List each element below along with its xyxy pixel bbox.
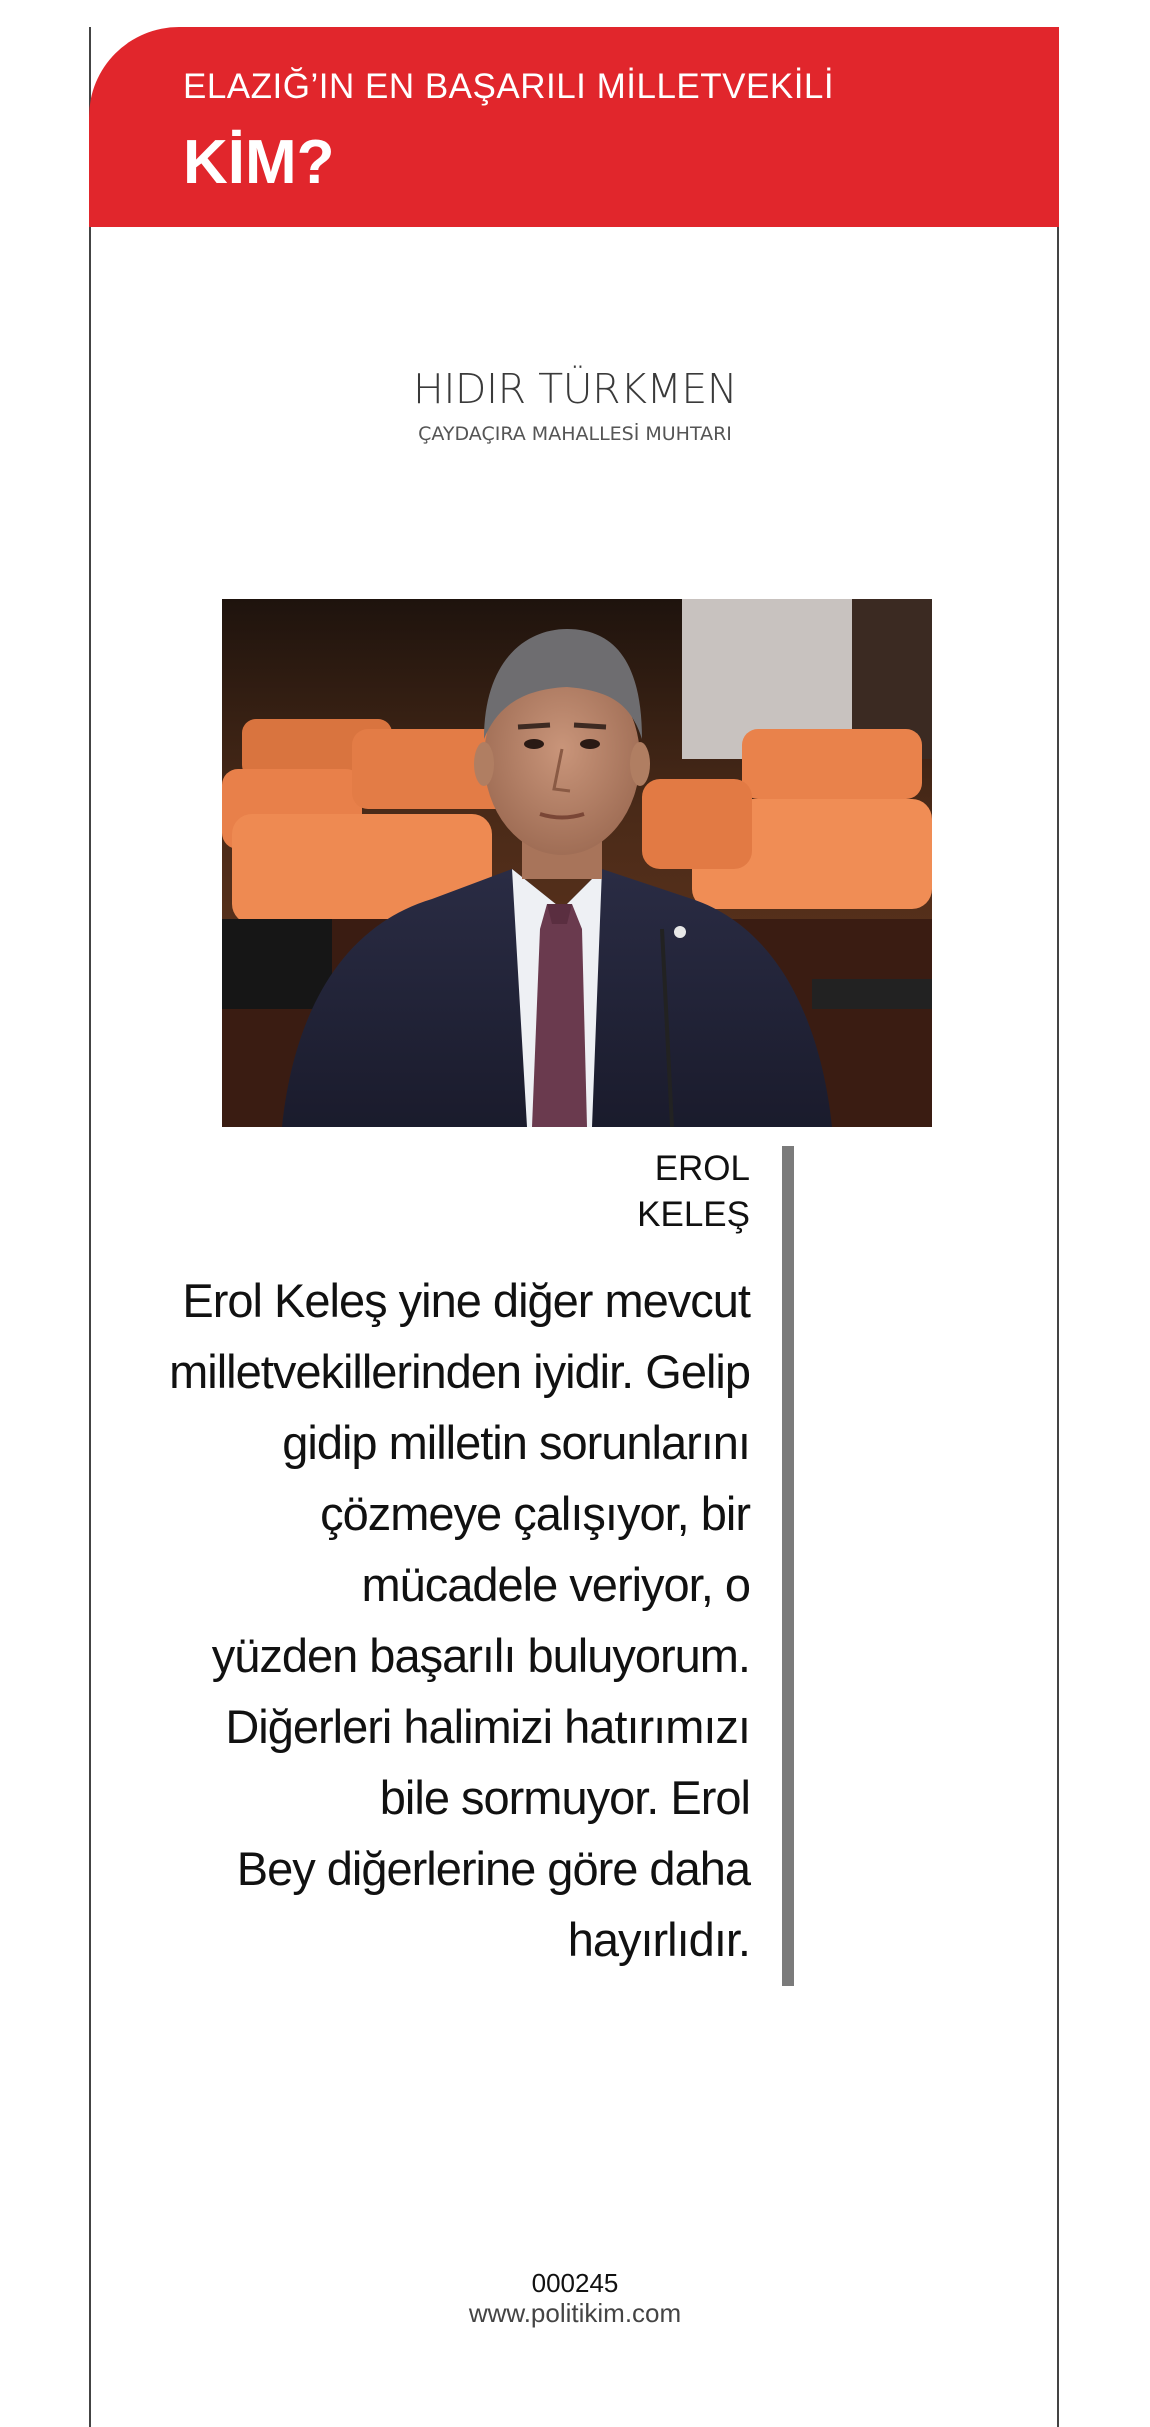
author-title: ÇAYDAÇIRA MAHALLESİ MUHTARI xyxy=(418,423,732,445)
quote-line: milletvekillerinden iyidir. Gelip xyxy=(169,1345,750,1398)
header-question: KİM? xyxy=(183,128,335,197)
footer-url[interactable]: www.politikim.com xyxy=(468,2298,682,2328)
quote-line: yüzden başarılı buluyorum. xyxy=(211,1629,750,1682)
header-title: ELAZIĞ’IN EN BAŞARILI MİLLETVEKİLİ xyxy=(183,67,835,106)
quote-line: Erol Keleş yine diğer mevcut xyxy=(182,1274,750,1327)
quote-line: Diğerleri halimizi hatırımızı xyxy=(225,1700,750,1753)
quote-line: mücadele veriyor, o xyxy=(361,1558,750,1611)
quote-text xyxy=(150,1265,750,1975)
header-banner xyxy=(89,27,1059,227)
quote-line: gidip milletin sorunlarını xyxy=(282,1416,750,1469)
quote-accent-bar xyxy=(782,1146,794,1986)
footer-id: 000245 xyxy=(531,2268,619,2298)
subject-first-name: EROL xyxy=(654,1149,750,1188)
author-name: HIDIR TÜRKMEN xyxy=(413,365,737,413)
subject-name xyxy=(450,1146,750,1238)
quote-line: Bey diğerlerine göre daha xyxy=(236,1842,750,1895)
subject-last-name: KELEŞ xyxy=(637,1195,750,1234)
quote-line: çözmeye çalışıyor, bir xyxy=(320,1487,750,1540)
portrait-photo xyxy=(222,599,932,1127)
quote-line: hayırlıdır. xyxy=(567,1913,750,1966)
quote-line: bile sormuyor. Erol xyxy=(379,1771,750,1824)
